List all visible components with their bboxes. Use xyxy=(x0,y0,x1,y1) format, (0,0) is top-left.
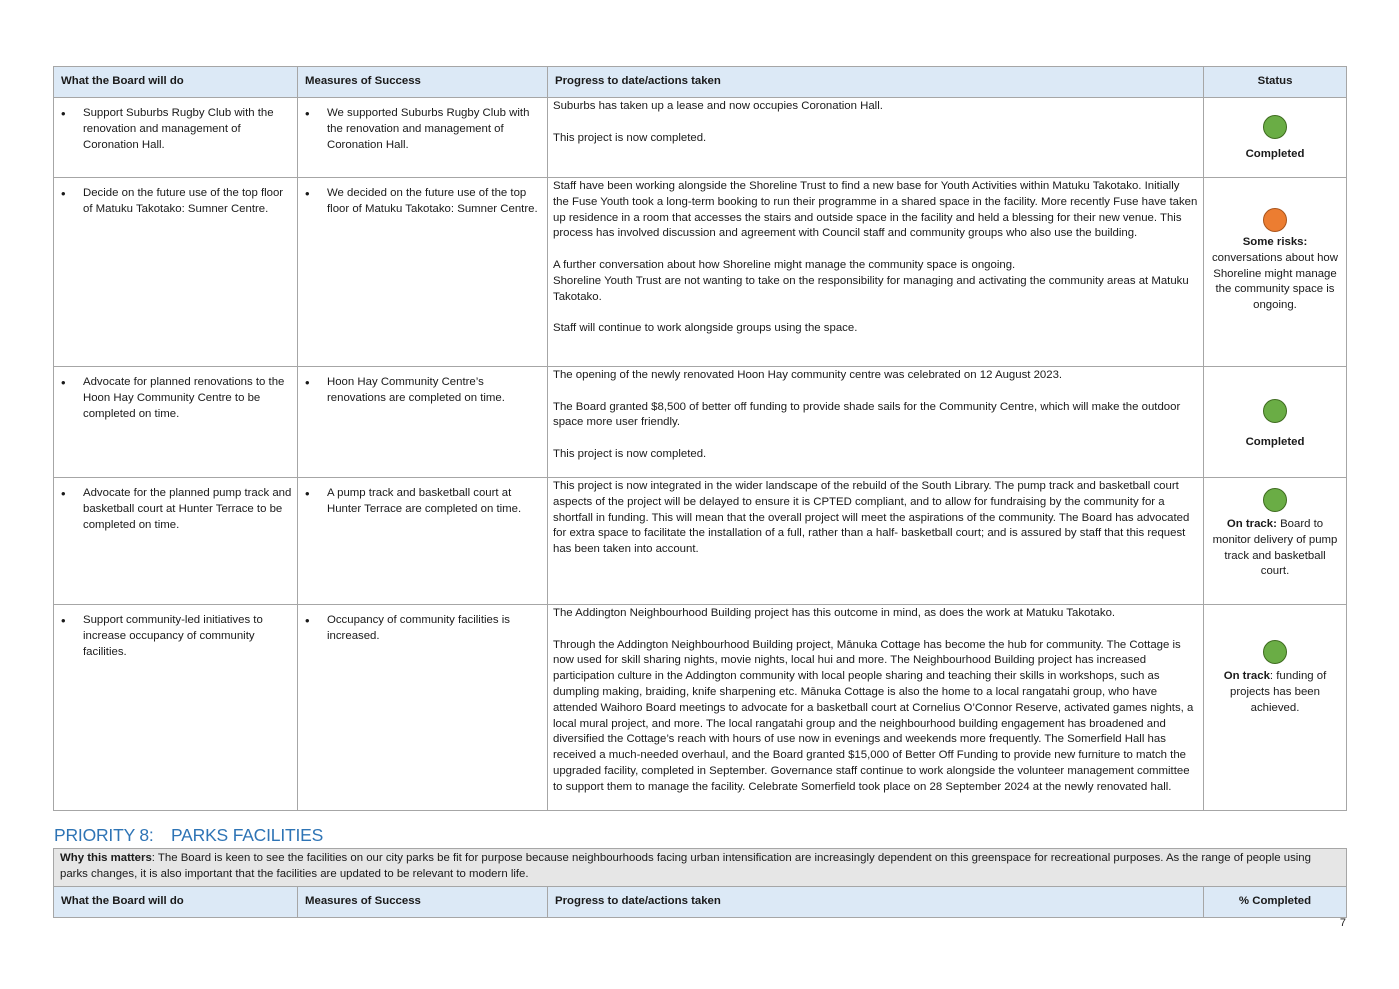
cell-status xyxy=(1204,367,1347,478)
cell-measure: • We supported Suburbs Rugby Club with the renovation and management of Coronation Hall. xyxy=(298,98,548,178)
cell-measure: • A pump track and basketball court at Hunter Terrace are completed on time. xyxy=(298,478,548,605)
cell-progress: Suburbs has taken up a lease and now occupies Coronation Hall. This project is now completed. xyxy=(548,98,1204,178)
bullet-icon xyxy=(61,613,83,660)
cell-what: • Advocate for planned renovations to the Hoon Hay Community Centre to be completed on time. xyxy=(54,367,298,478)
cell-progress: This project is now integrated in the wider landscape of the rebuild of the South Library. The pump track and basketball court aspects of the project will be delayed to ensure it is CPTED compliant, and to allow for fundraising by the community for a shortfall in funding. This will mean that the overall project will meet the aspirations of the community. The Board has advocated for extra space to facilitate the installation of a full, rather than a half- basketball court; and is assured by staff that this request has been taken into account. xyxy=(548,478,1204,605)
status-green-circle-icon xyxy=(1263,399,1287,423)
header-measures: Measures of Success xyxy=(298,67,548,98)
status-detail: conversations about how Shoreline might manage the community space is ongoing. xyxy=(1211,251,1338,312)
table-header-row xyxy=(54,886,1347,917)
status-label: On track: xyxy=(1226,518,1277,530)
table-header-row xyxy=(54,67,1347,98)
table-row xyxy=(54,478,1347,605)
cell-measure: • Hoon Hay Community Centre’s renovations are completed on time. xyxy=(298,367,548,478)
table-row xyxy=(54,367,1347,478)
priority-7-table xyxy=(53,66,1347,811)
bullet-icon xyxy=(305,375,327,407)
bullet-icon xyxy=(305,186,327,218)
bullet-icon xyxy=(305,106,327,153)
priority-title: PARKS FACILITIES xyxy=(171,825,324,845)
cell-what: • Decide on the future use of the top floor of Matuku Takotako: Sumner Centre. xyxy=(54,178,298,367)
status-green-circle-icon xyxy=(1263,488,1287,512)
status-label: On track xyxy=(1223,670,1270,682)
bullet-icon xyxy=(61,186,83,218)
page-number: 7 xyxy=(1339,917,1346,929)
cell-status xyxy=(1204,178,1347,367)
table-row xyxy=(54,605,1347,811)
header-progress: Progress to date/actions taken xyxy=(548,67,1204,98)
priority-number: PRIORITY 8: xyxy=(54,825,154,845)
status-green-circle-icon xyxy=(1263,640,1287,664)
status-label: Completed xyxy=(1245,148,1305,160)
bullet-icon xyxy=(305,613,327,645)
status-green-circle-icon xyxy=(1263,115,1287,139)
table-row xyxy=(54,178,1347,367)
status-detail: Board to monitor delivery of pump track and basketball court. xyxy=(1212,518,1338,578)
cell-measure: • Occupancy of community facilities is increased. xyxy=(298,605,548,811)
cell-progress: The opening of the newly renovated Hoon Hay community centre was celebrated on 12 August 2023. The Board granted $8,500 of better off funding to provide shade sails for the Community Centre, which will make the outdoor space more user friendly. This project is now completed. xyxy=(548,367,1204,478)
cell-progress: The Addington Neighbourhood Building project has this outcome in mind, as does the work at Matuku Takotako. Through the Addington Neighbourhood Building project, Mānuka Cottage has become the hub for community. The Cottage is now used for skill sharing nights, movie nights, local hui and more. The Neighbourhood Building project has increased participation culture in the Addington community with local people sharing and teaching their skills in workshops, such as dumpling making, braiding, knife sharpening etc. Mānuka Cottage is also the home to a local rangatahi group, who have attended Waihoro Board meetings to advocate for a basketball court at Cornelius O’Connor Reserve, activated games nights, a local mural project, and more. The local rangatahi group and the neighbourhood building engagement has broadened and diversified the Cottage’s reach with hours of use now in evenings and weekends more frequently. The Somerfield Hall has received a much-needed overhaul, and the Board granted $15,000 of Better Off Funding to provide new furniture to match the upgraded facility, completed in September. Governance staff continue to work alongside the volunteer management committee to support them to manage the facility. Celebrate Somerfield took place on 28 September 2024 at the newly renovated hall. xyxy=(548,605,1204,811)
header-what: What the Board will do xyxy=(54,886,298,917)
cell-what: • Support community-led initiatives to increase occupancy of community facilities. xyxy=(54,605,298,811)
header-measures: Measures of Success xyxy=(298,886,548,917)
cell-progress: Staff have been working alongside the Shoreline Trust to find a new base for Youth Activities within Matuku Takotako. Initially the Fuse Youth took a long-term booking to run their programme in a shared space in the facility. More recently Fuse have taken up residence in a room that accesses the stairs and outside space in the facility and held a blessing for their new venue. This process has involved discussion and agreement with Council staff and community groups who also use the building. A further conversation about how Shoreline might manage the community space is ongoing. Shoreline Youth Trust are not wanting to take on the responsibility for managing and activating the community areas at Matuku Takotako. Staff will continue to work alongside groups using the space. xyxy=(548,178,1204,367)
cell-status xyxy=(1204,98,1347,178)
header-percent-completed: % Completed xyxy=(1204,886,1347,917)
document-page xyxy=(53,66,1346,918)
priority-8-table xyxy=(53,848,1347,918)
cell-status xyxy=(1204,605,1347,811)
priority-8-heading xyxy=(54,825,1346,846)
cell-status xyxy=(1204,478,1347,605)
bullet-icon xyxy=(61,486,83,533)
status-detail: : funding of projects has been achieved. xyxy=(1230,670,1327,714)
why-text: : The Board is keen to see the facilities on our city parks be fit for purpose because neighbourhoods facing urban intensification are increasingly dependent on this greenspace for recreational purposes. As the range of people using parks changes, it is also important that the facilities are updated to be relevant to modern life. xyxy=(60,852,1311,880)
cell-what: • Advocate for the planned pump track and basketball court at Hunter Terrace to be completed on time. xyxy=(54,478,298,605)
why-this-matters xyxy=(54,849,1347,887)
table-row xyxy=(54,98,1347,178)
bullet-icon xyxy=(61,106,83,153)
cell-measure: • We decided on the future use of the top floor of Matuku Takotako: Sumner Centre. xyxy=(298,178,548,367)
bullet-icon xyxy=(305,486,327,518)
header-status: Status xyxy=(1204,67,1347,98)
cell-what: • Support Suburbs Rugby Club with the renovation and management of Coronation Hall. xyxy=(54,98,298,178)
header-progress: Progress to date/actions taken xyxy=(548,886,1204,917)
why-this-matters-row xyxy=(54,849,1347,887)
status-orange-circle-icon xyxy=(1263,208,1287,232)
why-label: Why this matters xyxy=(60,852,152,864)
header-what: What the Board will do xyxy=(54,67,298,98)
status-label: Some risks: xyxy=(1242,236,1308,248)
bullet-icon xyxy=(61,375,83,422)
status-label: Completed xyxy=(1245,436,1305,448)
